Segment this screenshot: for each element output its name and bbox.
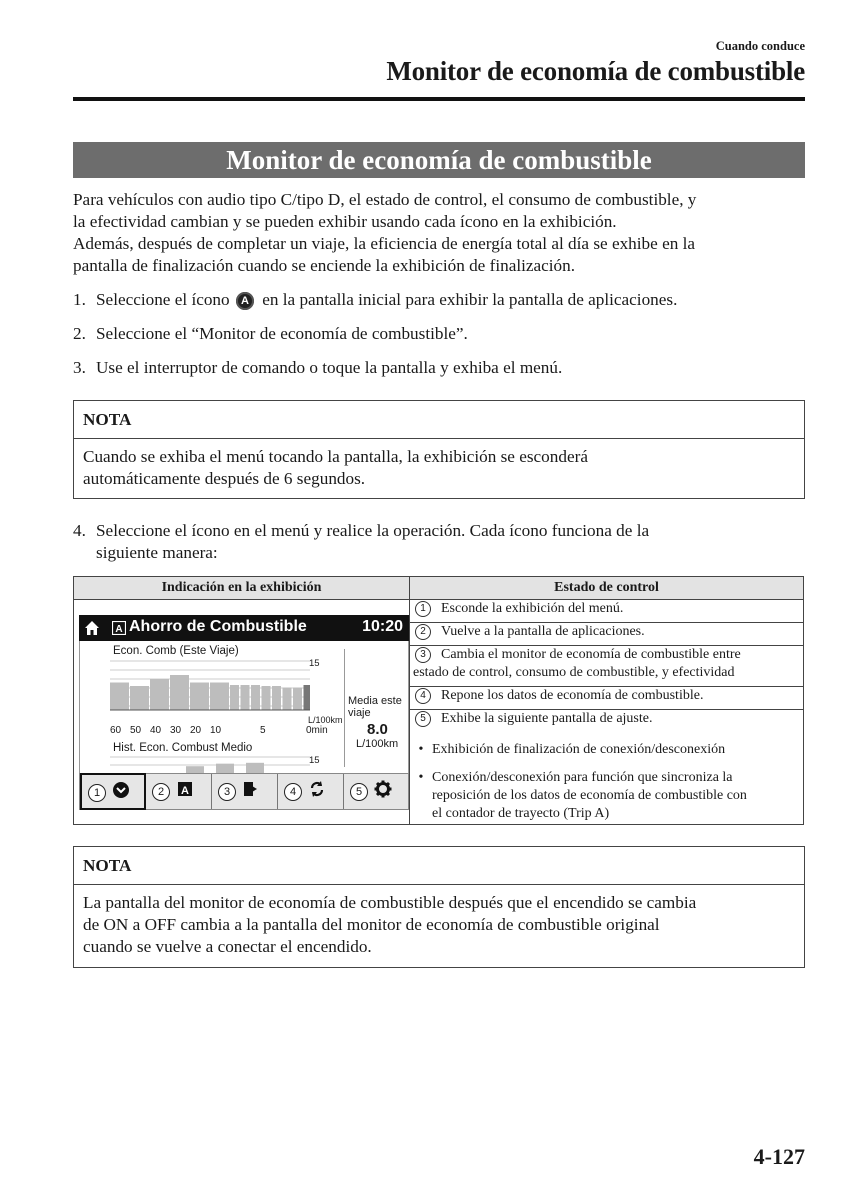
graph-bar (230, 685, 239, 710)
x-tick: 20 (190, 725, 202, 736)
graph-bar (241, 685, 250, 710)
chevron-down-icon (112, 781, 130, 799)
menu-item-apps[interactable] (146, 774, 212, 809)
menu-number: 4 (284, 783, 302, 801)
step-number: 3. (73, 358, 86, 377)
bullet-text: reposición de los datos de economía de combustible con (432, 788, 747, 803)
intro-line: Para vehículos con audio tipo C/tipo D, el estado de control, el consumo de combustible, y (73, 190, 697, 209)
x-axis-ticks (110, 725, 310, 737)
note-line: Cuando se exhiba el menú tocando la pantalla, la exhibición se esconderá (83, 447, 588, 466)
average-label (348, 695, 402, 719)
average-value: 8.0 (367, 721, 388, 738)
bullet-text: Exhibición de finalización de conexión/desconexión (432, 742, 726, 757)
intro-line: Además, después de completar un viaje, la eficiencia de energía total al día se exhibe en la (73, 234, 695, 253)
step-text: Use el interruptor de comando o toque la pantalla y exhiba el menú. (96, 358, 563, 377)
note-line: La pantalla del monitor de economía de combustible después que el encendido se cambia (83, 893, 697, 912)
x-tick: 5 (260, 725, 266, 736)
menu-number: 5 (350, 783, 368, 801)
x-tick: 10 (210, 725, 222, 736)
bullet-dot: • (418, 770, 424, 785)
menu-item-switch[interactable] (212, 774, 278, 809)
note-body (74, 885, 804, 967)
page-header-title: Monitor de economía de combustible (386, 56, 805, 86)
step-text: Seleccione el ícono (96, 290, 230, 309)
x-tick: 40 (150, 725, 162, 736)
header-rule (73, 97, 805, 101)
section-label: Cuando conduce (715, 39, 805, 53)
note-heading: NOTA (74, 401, 804, 439)
bullet-item (410, 769, 803, 823)
row-text: Vuelve a la pantalla de aplicaciones. (441, 624, 645, 639)
graph-bar (130, 686, 149, 710)
graph-bar (262, 686, 271, 710)
graph-bar (283, 688, 292, 711)
graph-unit-label: L/100km (308, 715, 343, 725)
step-text: siguiente manera: (96, 543, 218, 562)
circled-number: 1 (415, 601, 431, 617)
intro-paragraph-1 (73, 189, 808, 277)
graph-bar (304, 685, 311, 710)
trip-bar-graph (110, 659, 310, 711)
row-text: Exhibe la siguiente pantalla de ajuste. (441, 711, 653, 726)
note-body (74, 439, 804, 498)
page-number: 4-127 (753, 1144, 805, 1169)
bullet-text: el contador de trayecto (Trip A) (432, 806, 610, 821)
note-box-1 (73, 400, 805, 499)
graph-title: Econ. Comb (Este Viaje) (113, 645, 239, 657)
row-text: Repone los datos de economía de combustible. (441, 688, 704, 703)
step-text: Seleccione el ícono en el menú y realice la operación. Cada ícono funciona de la (96, 521, 650, 540)
menu-item-settings[interactable] (344, 774, 408, 809)
display-screenshot (79, 615, 409, 810)
screen-clock: 10:20 (362, 618, 403, 635)
step-text: en la pantalla inicial para exhibir la pantalla de aplicaciones. (262, 290, 678, 309)
svg-text:A: A (115, 624, 123, 635)
step-2 (73, 323, 808, 345)
graph-bars (110, 675, 310, 710)
history-bar (216, 764, 234, 773)
average-label-line: viaje (348, 707, 371, 719)
table-row (410, 600, 803, 623)
row-text: estado de control, consumo de combustible, y efectividad (413, 665, 735, 680)
graph-bar (170, 675, 189, 710)
x-tick: 60 (110, 725, 122, 736)
table-row (410, 710, 803, 732)
note-heading: NOTA (74, 847, 804, 885)
average-label-line: Media este (348, 695, 402, 707)
graph-bar (210, 683, 229, 711)
screen-body (79, 641, 409, 773)
table-row (410, 623, 803, 646)
history-grid (110, 757, 310, 765)
table-header-display: Indicación en la exhibición (74, 577, 409, 600)
note-line: automáticamente después de 6 segundos. (83, 469, 366, 488)
average-unit: L/100km (356, 738, 399, 750)
y-axis-label: 15 (309, 658, 320, 669)
gear-icon (374, 780, 392, 798)
home-icon (84, 620, 100, 636)
bullet-dot: • (418, 742, 424, 757)
menu-item-reset[interactable] (278, 774, 344, 809)
bullet-text: Conexión/desconexión para función que sincroniza la (432, 770, 733, 785)
row-text: Cambia el monitor de economía de combustible entre (441, 647, 741, 662)
circled-number: 4 (415, 688, 431, 704)
graph-bar (293, 688, 302, 711)
section-banner: Monitor de economía de combustible (73, 142, 805, 178)
history-bar (246, 763, 264, 773)
y-axis-label: 15 (309, 755, 320, 766)
app-a-icon (176, 780, 194, 798)
app-a-icon (112, 621, 126, 635)
step-4 (73, 520, 808, 564)
graph-bar (110, 683, 129, 711)
step-number: 2. (73, 324, 86, 343)
history-bars (186, 763, 264, 773)
svg-text:A: A (181, 785, 189, 797)
x-tick: 30 (170, 725, 182, 736)
history-bar-graph (110, 756, 310, 773)
row-text: Esconde la exhibición del menú. (441, 601, 624, 616)
app-a-icon: A (236, 292, 254, 310)
table-row (410, 687, 803, 710)
x-tick: 50 (130, 725, 142, 736)
step-text: Seleccione el “Monitor de economía de combustible”. (96, 324, 468, 343)
menu-number: 3 (218, 783, 236, 801)
intro-line: la efectividad cambian y se pueden exhibir usando cada ícono en la exhibición. (73, 212, 617, 231)
menu-number: 2 (152, 783, 170, 801)
screen-title-bar (79, 615, 409, 641)
note-line: cuando se vuelve a conectar el encendido. (83, 937, 372, 956)
step-number: 1. (73, 290, 86, 309)
screen-title: Ahorro de Combustible (129, 618, 307, 635)
circled-number: 3 (415, 647, 431, 663)
graph-bar (251, 685, 260, 710)
graph-bar (190, 683, 209, 711)
icon-function-table (73, 576, 804, 825)
menu-item-hide[interactable] (80, 773, 146, 810)
table-row (410, 646, 803, 687)
reset-icon (308, 780, 326, 798)
switch-icon (242, 780, 260, 798)
circled-number: 2 (415, 624, 431, 640)
note-box-2 (73, 846, 805, 968)
history-bar (186, 766, 204, 773)
graph-bar (272, 686, 281, 710)
step-3 (73, 357, 808, 379)
screen-menu-bar (79, 773, 409, 810)
step-number: 4. (73, 521, 86, 540)
bullet-item (410, 741, 803, 759)
intro-line: pantalla de finalización cuando se enciende la exhibición de finalización. (73, 256, 576, 275)
table-header-control: Estado de control (410, 577, 803, 600)
panel-divider (344, 649, 345, 767)
menu-number: 1 (88, 784, 106, 802)
circled-number: 5 (415, 711, 431, 727)
step-1 (73, 289, 808, 311)
graph-bar (150, 679, 169, 710)
x-tick-zero: 0min (306, 725, 328, 736)
note-line: de ON a OFF cambia a la pantalla del monitor de economía de combustible original (83, 915, 660, 934)
history-graph-title: Hist. Econ. Combust Medio (113, 742, 253, 754)
